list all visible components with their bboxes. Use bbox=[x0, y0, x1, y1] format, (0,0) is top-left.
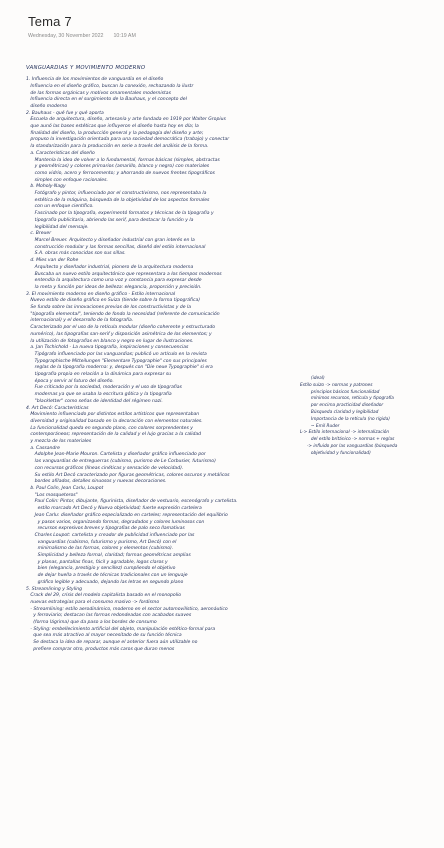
notes-main-title: VANGUARDIAS Y MOVIMIENTO MODERNO bbox=[26, 65, 146, 72]
note-time: 10:19 AM bbox=[113, 33, 136, 39]
handwritten-notes[interactable] bbox=[26, 52, 436, 660]
page-title[interactable]: Tema 7 bbox=[28, 14, 72, 29]
side-note-swiss-style[interactable]: (ideal) Estilo suizo -> normas y patrones principios básicos funcionalidad mínimos recursos, retícula y tipografía por encima practicidad diseñador Búsqueda claridad y legibilidad Importancia de la retícula (no rígida) ~ Emil Ruder L-> Estilo internacional -> internalización del estilo británico -> normas + reglas -> influido por las vanguardias (búsqueda objetividad y funcionalidad) bbox=[300, 376, 398, 456]
notes-body: 1. Influencia de los movimientos de vanguardia en el diseño Influencia en el diseño gráfico, buscan la conexión, rechazando la ilustr de las formas orgánicas y motivos ornamentales modernistas Influencia directa en el surgimiento de la Bauhaus, y el concepto del diseño moderno 2. Bauhaus - qué fue y qué aporta Escuela de arquitectura, diseño, artesanía y arte fundada en 1919 por Walter Gropius que aunó las bases estéticas que influyeron el diseño hasta hoy en día; la finalidad del diseño, la producción general y la pedagogía del diseño y arte; propuso la investigación orientada para una sociedad democrática (trabajo) y conectar la standarización para la producción en serie a través del análisis de la forma. a. Características del diseño Mantenía la idea de volver a lo fundamental, formas básicas (simples, abstractas y geométricas) y colores primarios (amarillo, blanco y negro) con materiales como vidrio, acero y ferrocemento; y ahorrando de nuevos frentes tipográficos simples con enfoque racionales. b. Moholy-Nagy Fotógrafo y pintor, influenciado por el constructivismo, nos representaba la estética de la máquina, búsqueda de la objetividad de los aspectos formales con un enfoque científico. Fascinado por la tipografía, experimentó formatos y técnicas de la tipografía y tipografía publicitaria, abriendo las serif, para destacar la función y la legibilidad del mensaje. c. Breuer Marcel Breuer. Arquitecto y diseñador industrial con gran interés en la construcción modular y las formas sencillas, diseñó del estilo internacional S.A. obras más conocidas son sus sillas. d. Mies van der Rohe Arquitecto y diseñador industrial, pionero de la arquitectura moderna Buscaba un nuevo estilo arquitectónico que representara a los tiempos modernos entendía la arquitectura como una voz y constancia para expresar desde la meta y función por ideas de belleza: elegancia, proporción y precisión. 3. El movimiento moderno en diseño gráfico - Estilo internacional Nuevo estilo de diseño gráfico en Suiza (tiende sobre la forma tipográfica) Se funda sobre las innovaciones previas de los constructivistas y de la "tipografía elemental", teniendo de fondo la necesidad (referente de comunicación internacional) y el desarrollo de la fotografía. Caracterizado por el uso de la retícula modular (diseño coherente y estructurado numérico), las tipografías san-serif y disposición asimétrica de los elementos; y la utilización de fotografías en blanco y negro en lugar de ilustraciones. a. Jan Tschichold - La nueva tipografía, inspiraciones y consecuencias Tipógrafo influenciado por las vanguardias; publicó un artículo en la revista Typographische Mitteilungen "Elementare Typographie" con sus principales reglas de la tipografía moderna: y, después con "Die neue Typographie" si era tipografía propia en relación a la dinámica para expresar su época y servir al futuro del diseño. Fue criticado por la sociedad, moderación y el uso de tipografías modernas ya que se usaba la escritura gótica y la tipografía "blackletter" como señas de identidad del régimen nazi. 4. Art Decó: Características Movimiento influenciado por distintos estilos artísticos que representaban diversidad y originalidad basado en la decoración con elementos naturales. La funcionalidad queda en segundo plano, con colores sorprendentes y contemporáneos; representación de la calidad y el lujo gracias a la calidad y mezcla de los materiales a. Cassandre Adolphe Jean-Marie Mouron. Cartelista y diseñador gráfico influenciado por las vanguardias de entreguerras (cubismo, purismo de Le Corbusier, futurismo) con recursos gráficos (líneas cinéticas y sensación de velocidad). Su estilo Art Decó caracterizado por figuras geométricas, colores oscuros y metálicos bordes afilados, detalles sinuosos y nuevas decoraciones. b. Paul Colin, Jean Carlu, Loupot "Los mosqueteros" Paul Colin: Pintor, dibujante, figurinista, diseñador de vestuario, escenógrafo y cartelista. estilo marcado Art Decó y Nueva objetividad; fuerte expresión cartelera Jean Carlu: diseñador gráfico especializado en carteles; representación del equilibrio y pasos varios, organizando formas, degradados y colores luminosos con recursos expresivos breves y tipografías de palo seco llamativas Charles Loupot: cartelista y creador de publicidad influenciado por las vanguardias (cubismo, futurismo y purismo, Art Decó) con el minimalismo de las formas, colores y elementos (cubismo). Simplicidad y belleza formal, claridad; formas geométricas amplias y planas, pantallas finas, fácil y agradable, logos claros y bien (elegancia, prestigio y sencillez) cumpliendo el objetivo de dejar huella a través de técnicas tradicionales con un lenguaje gráfico legible y adecuado, dejando las letras en segundo plano 5. Streamlining y Styling Crack del 29, crisis del modelo capitalista basado en el monopolio nuevas estrategias para el consumo masivo -> fordismo - Streamlining: estilo aerodinámico, moderno en el sector automovilístico, aeronáutico y ferroviario; destacan las formas redondeadas con acabados suaves (forma lágrima) que da paso a los bordes de consumo - Styling: embellecimiento artificial del objeto, manipulación estético-formal para que sea más atractivo al mayor necesitado de su función técnica Se destaca la idea de reparar, aunque el anterior fuera aún utilizable no prefiere comprar otro, productos más caros que duran menos bbox=[26, 77, 238, 652]
note-date: Wednesday, 30 November 2022 bbox=[28, 33, 104, 39]
note-header bbox=[28, 14, 136, 39]
note-meta bbox=[28, 33, 136, 39]
